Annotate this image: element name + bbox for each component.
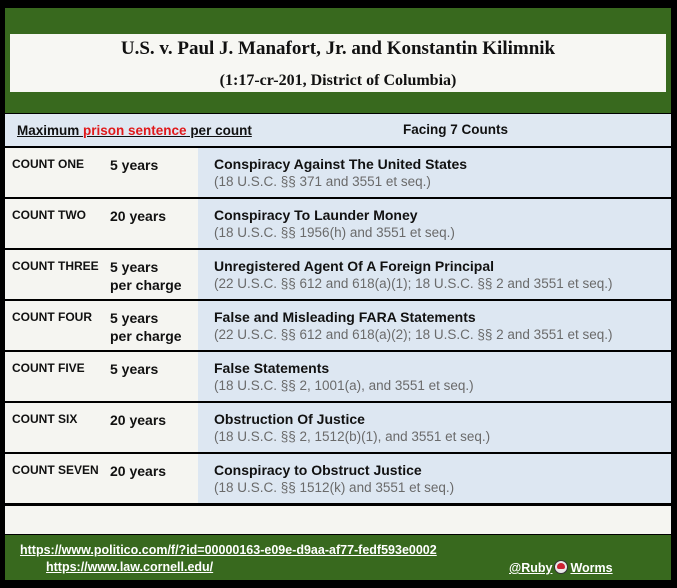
facing-counts-header: Facing 7 Counts <box>403 122 509 137</box>
table-row <box>5 352 671 401</box>
count-label: COUNT FIVE <box>12 361 85 375</box>
count-label: COUNT FOUR <box>12 310 92 324</box>
charge-citation: (18 U.S.C. §§ 371 and 3551 et seq.) <box>214 174 431 189</box>
author-credit[interactable]: @Ruby Worms <box>509 561 613 575</box>
table-header <box>5 114 671 146</box>
count-label: COUNT THREE <box>12 259 99 273</box>
charge-citation: (18 U.S.C. §§ 1512(k) and 3551 et seq.) <box>214 480 455 495</box>
count-label: COUNT SEVEN <box>12 463 99 477</box>
charge-cell <box>198 301 671 350</box>
max-suffix: per count <box>186 123 252 138</box>
sentence: 5 years per charge <box>110 310 182 344</box>
charge-title: False Statements <box>214 360 330 376</box>
charge-title: Conspiracy To Launder Money <box>214 207 418 223</box>
table-row <box>5 250 671 299</box>
table-row <box>5 403 671 452</box>
sentence: 5 years per charge <box>110 259 182 293</box>
charge-title: Obstruction Of Justice <box>214 411 365 427</box>
table-row <box>5 199 671 248</box>
count-label: COUNT SIX <box>12 412 78 426</box>
charge-citation: (22 U.S.C. §§ 612 and 618(a)(1); 18 U.S.C. §§ 2 and 3551 et seq.) <box>214 276 613 291</box>
charge-citation: (18 U.S.C. §§ 2, 1512(b)(1), and 3551 et seq.) <box>214 429 491 444</box>
sentence: 20 years <box>110 208 167 224</box>
max-prefix: Maximum <box>17 123 84 138</box>
sentence: 5 years <box>110 157 159 173</box>
politico-link[interactable]: https://www.politico.com/f/?id=00000163-e09e-d9aa-af77-fedf593e0002 <box>20 543 437 557</box>
table-row <box>5 148 671 197</box>
table-row <box>5 301 671 350</box>
footer <box>5 535 671 580</box>
charge-cell <box>198 250 671 299</box>
count-label: COUNT TWO <box>12 208 86 222</box>
sentence: 20 years <box>110 412 167 428</box>
max-sentence-header <box>17 123 252 138</box>
charge-title: Unregistered Agent Of A Foreign Principal <box>214 258 495 274</box>
table-row <box>5 454 671 503</box>
title-box <box>10 34 666 92</box>
charge-cell <box>198 148 671 197</box>
count-label: COUNT ONE <box>12 157 84 171</box>
spacer-row <box>5 506 671 534</box>
case-number: (1:17-cr-201, District of Columbia) <box>219 72 457 89</box>
charge-cell <box>198 199 671 248</box>
charge-cell <box>198 454 671 503</box>
charge-title: Conspiracy Against The United States <box>214 156 468 172</box>
prison-sentence-highlight: prison sentence <box>83 123 187 138</box>
sentence: 5 years <box>110 361 159 377</box>
cornell-link[interactable]: https://www.law.cornell.edu/ <box>46 560 214 574</box>
charge-citation: (22 U.S.C. §§ 612 and 618(a)(2); 18 U.S.C. §§ 2 and 3551 et seq.) <box>214 327 613 342</box>
page-title: U.S. v. Paul J. Manafort, Jr. and Konstantin Kilimnik <box>120 38 556 59</box>
charge-citation: (18 U.S.C. §§ 1956(h) and 3551 et seq.) <box>214 225 455 240</box>
charge-cell <box>198 352 671 401</box>
charge-title: False and Misleading FARA Statements <box>214 309 476 325</box>
sentence: 20 years <box>110 463 167 479</box>
charge-cell <box>198 403 671 452</box>
charge-citation: (18 U.S.C. §§ 2, 1001(a), and 3551 et seq.) <box>214 378 474 393</box>
ladybug-icon <box>554 560 568 574</box>
charge-title: Conspiracy to Obstruct Justice <box>214 462 422 478</box>
